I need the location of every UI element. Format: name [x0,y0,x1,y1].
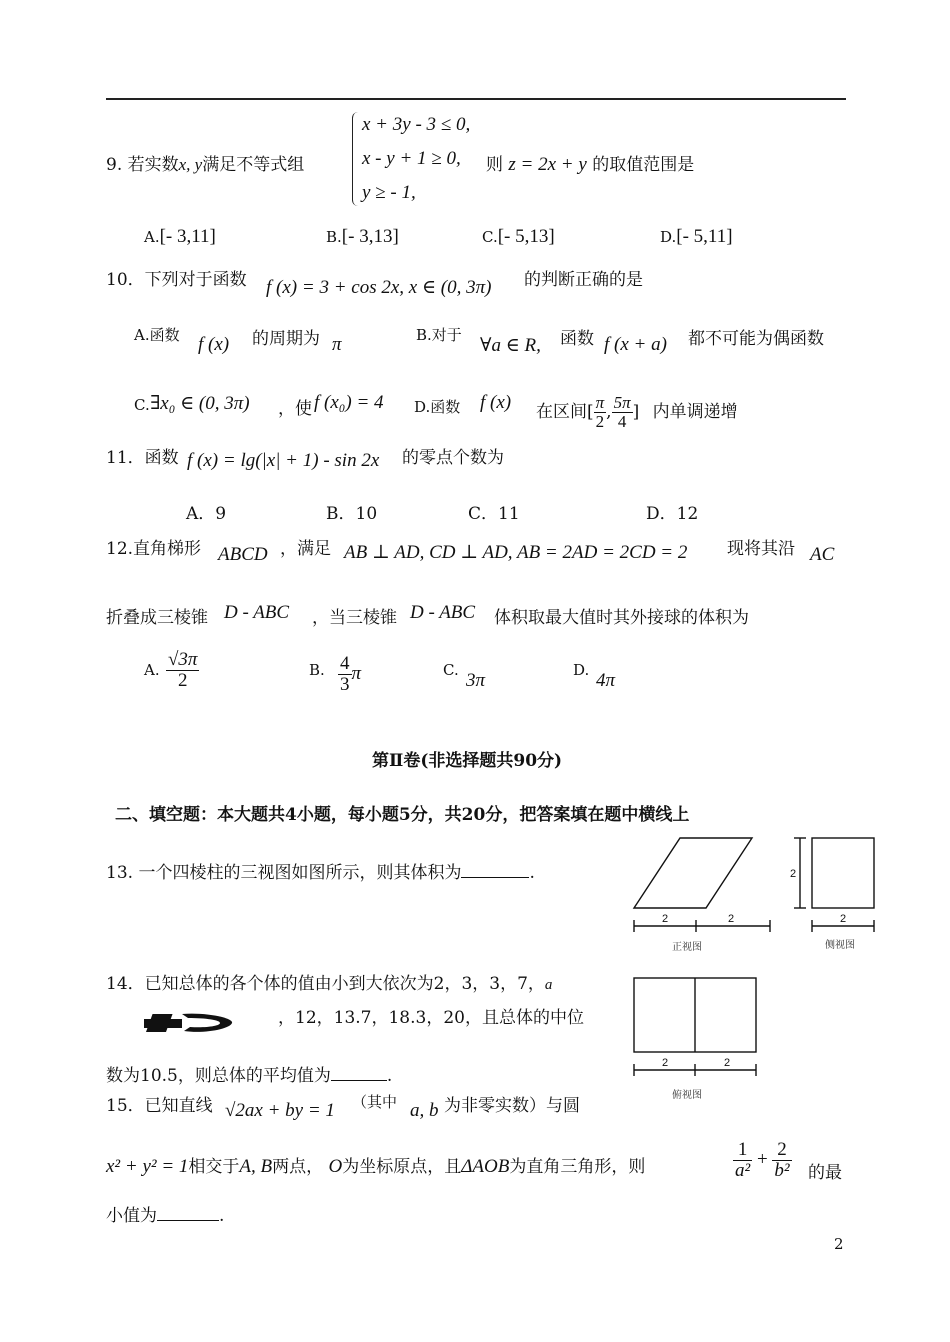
q9-suffix: 的取值范围是 [592,155,695,175]
q9-option-b: B.[- 3,13] [326,226,399,247]
q10-d-frac-1: $\frac{\pi}{2}$ [595,393,605,431]
q12-shape: ABCD [218,544,268,565]
q10-prefix: 10．下列对于函数 [106,270,247,290]
q15-fractions: $\frac{1}{\text{a²}}$ + $\frac{2}{\text{b²}}$ [735,1139,790,1181]
q9-then: 则 [486,155,503,175]
q10-c-expr2: f (x₀) = 4 [314,392,384,413]
top-view-label: 俯视图 [672,1090,702,1101]
q15-mid4: 为直角三角形，则 [509,1157,646,1177]
q12-b-frac: $\frac{4}{3}$ π [340,653,362,695]
q10-b-mid: 函数 [560,329,594,349]
q14-answer-blank[interactable] [331,1064,387,1081]
q9-vars: x, y [178,155,203,174]
q15-end: . [219,1206,225,1226]
q9-expr: z = 2x + y [508,154,587,175]
q10-d-mid: 在区间[ [536,401,594,422]
three-view-figure [620,826,890,1116]
q14-end: . [386,1066,393,1086]
q13-answer-blank[interactable] [461,861,529,878]
q11-option-b: B．10 [326,504,378,524]
q14-var-a: a [544,977,553,993]
q11-prefix: 11．函数 [106,448,179,468]
q10-b-label: B.对于 [416,326,462,344]
q10-c-label: C. [134,396,150,414]
q9-prefix: 9. 若实数 [106,155,179,175]
q10-d-func: f (x) [480,392,512,413]
q10-a-label: A.函数 [134,326,180,344]
q9-ineq-3: y ≥ - 1, [362,182,416,203]
q12-prefix: 12.直角梯形 [106,539,202,559]
q15-note2: 为非零实数）与圆 [444,1096,580,1116]
q9-mid: 满足不等式组 [202,155,305,175]
q10-d-label: D.函数 [414,398,461,416]
q10-c-expr: ∃x₀ ∈ (0, 3π) [150,393,250,414]
q10-d-frac-2: $\frac{5\pi}{4}$ [613,393,631,431]
q12-b-letter: B. [309,661,325,679]
q12-pyr: D - ABC [224,602,290,623]
q15-note: （其中 [352,1093,398,1111]
q12-edge: AC [810,544,835,565]
q9-ineq-1: x + 3y - 3 ≤ 0, [362,114,471,135]
q12-cond: AB ⊥ AD, CD ⊥ AD, AB = 2AD = 2CD = 2 [344,542,688,563]
q10-c-mid: ，使 [278,399,312,419]
q10-a-text: 的周期为 [252,329,320,349]
q10-a-val: π [332,334,342,355]
q15-vars: a, b [410,1100,439,1121]
q12-mid: ，满足 [280,539,331,559]
q10-d-end: ] [632,401,640,422]
side-dim-height: 2 [790,868,797,880]
q9-option-d: D.[- 5,11] [660,226,733,247]
q10-d-comma: , [606,401,612,422]
q10-b-cond: ∀a ∈ R, [480,335,541,356]
part2-heading: 二、填空题：本大题共4小题，每小题5分，共20分，把答案填在题中横线上 [115,805,690,825]
q10-a-func: f (x) [198,334,230,355]
q14-scan-artifact-image [140,1010,236,1036]
q9-ineq-2: x - y + 1 ≥ 0, [362,148,461,169]
q12-a-frac: $\frac{√3\pi}{2}$ [168,649,198,691]
q15-tri: ΔAOB [461,1156,510,1177]
q11-option-c: C．11 [468,504,520,524]
q15-origin: O [328,1156,343,1177]
q15-prefix: 15．已知直线 [106,1096,213,1116]
page-number: 2 [834,1235,844,1253]
q12-a-letter: A. [144,661,160,679]
header-rule [106,98,846,100]
q12-mid2: 现将其沿 [727,539,795,559]
q15-pts: A, B [239,1156,273,1177]
side-dim-width: 2 [840,913,847,925]
q15-mid: 相交于 [188,1157,240,1177]
q15-answer-blank[interactable] [157,1204,219,1221]
q12-c-val: 3π [466,670,486,691]
q10-d-text: 内单调递增 [652,401,738,422]
top-dim-2: 2 [724,1057,731,1069]
top-dim-1: 2 [662,1057,669,1069]
side-view-label: 侧视图 [825,940,855,951]
q11-option-d: D．12 [646,504,699,524]
q15-tail: 的最 [808,1163,842,1183]
q14-line3: 数为10.5，则总体的平均值为 [106,1066,331,1086]
q10-suffix: 的判断正确的是 [524,270,643,290]
q12-line2-a: 折叠成三棱锥 [106,608,208,628]
q10-b-func: f (x + a) [604,334,667,355]
q12-line2-b: ，当三棱锥 [312,608,397,628]
front-view-parallelogram [634,838,752,908]
q14-line2: ，12，13.7，18.3，20，且总体的中位 [278,1008,584,1028]
q13-end: . [529,863,535,883]
q12-line2-c: 体积取最大值时其外接球的体积为 [494,608,749,628]
q15-line-eq: √2ax + by = 1 [225,1100,335,1121]
q11-func: f (x) = lg(|x| + 1) - sin 2x [187,450,380,471]
front-view-label: 正视图 [672,942,702,953]
side-view-rect [812,838,874,908]
q10-func: f (x) = 3 + cos 2x, x ∈ (0, 3π) [266,277,492,298]
q15-mid2: 两点， [272,1157,324,1177]
front-dim-2: 2 [728,913,735,925]
q12-pyr2: D - ABC [410,602,476,623]
q13-text: 13. 一个四棱柱的三视图如图所示，则其体积为 [106,863,462,883]
front-dim-1: 2 [662,913,669,925]
q12-d-val: 4π [596,670,616,691]
q11-option-a: A．9 [186,504,227,524]
q11-suffix: 的零点个数为 [402,448,504,468]
q10-b-text: 都不可能为偶函数 [688,329,824,349]
q14-line1: 14．已知总体的各个体的值由小到大依次为2，3，3，7， [106,974,545,994]
q12-c-letter: C. [443,661,459,679]
q9-system-brace [352,112,361,206]
question-13 [106,858,535,883]
q15-line3: 小值为 [106,1206,157,1226]
q12-d-letter: D. [573,661,590,679]
q9-option-c: C.[- 5,13] [482,226,555,247]
q15-mid3: 为坐标原点，且 [342,1157,462,1177]
q15-circle: x² + y² = 1 [106,1156,189,1177]
section-title: 第Ⅱ卷(非选择题共90分) [372,751,563,771]
q9-option-a: A.[- 3,11] [144,226,216,247]
